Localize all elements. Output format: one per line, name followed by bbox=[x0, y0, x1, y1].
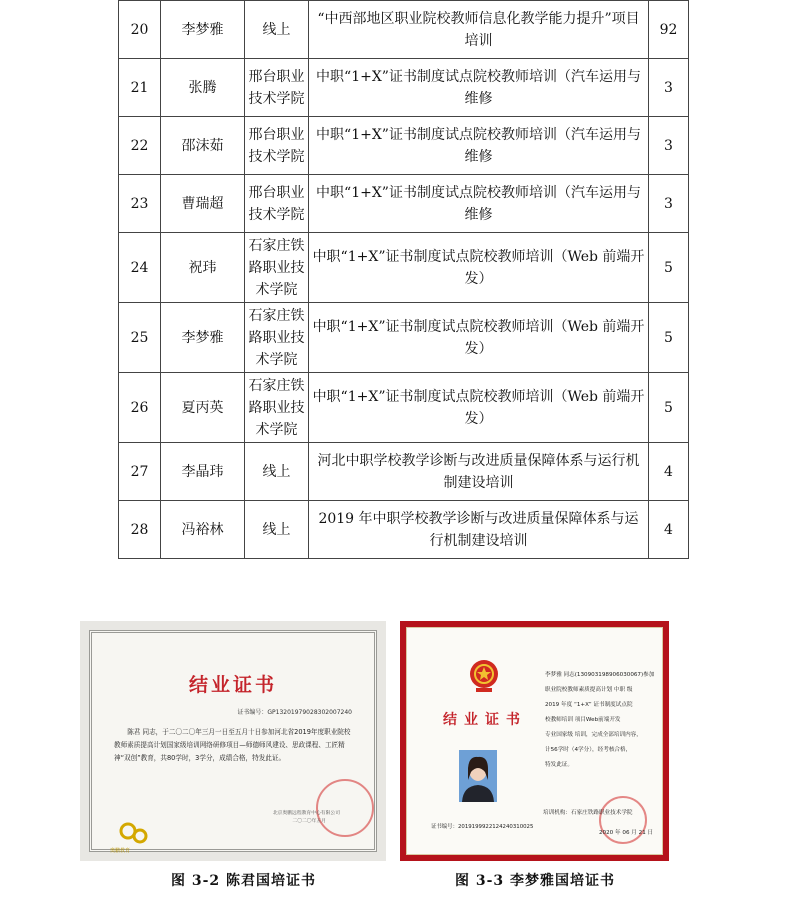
cell-number: 28 bbox=[119, 501, 161, 559]
certificate-text-line: 校教师培训 项目Web前端开发 bbox=[545, 717, 621, 723]
red-seal-icon bbox=[316, 779, 374, 837]
cell-number: 25 bbox=[119, 303, 161, 373]
cell-hours: 5 bbox=[649, 233, 689, 303]
certificate-issuer: 北京奥鹏远程教育中心有限公司 bbox=[272, 811, 340, 816]
cell-number: 27 bbox=[119, 443, 161, 501]
open-education-logo-icon bbox=[116, 819, 152, 849]
cell-hours: 4 bbox=[649, 501, 689, 559]
cell-name: 邵沫茹 bbox=[161, 117, 245, 175]
certificate-text-line: 职业院校教师素质提高计划 中职 级 bbox=[545, 687, 633, 693]
cell-number: 22 bbox=[119, 117, 161, 175]
certificate-body-text bbox=[545, 668, 665, 773]
certificate-image-chen-jun bbox=[80, 621, 386, 861]
cell-name: 李梦雅 bbox=[161, 303, 245, 373]
cell-hours: 3 bbox=[649, 117, 689, 175]
certificate-frame bbox=[89, 630, 377, 852]
cell-location: 石家庄铁路职业技术学院 bbox=[245, 373, 309, 443]
cell-name: 夏丙英 bbox=[161, 373, 245, 443]
certificate-body-text: 陈君 同志，于二〇二〇年三月一日至五月十日参加河北省2019年度职业院校教师素质提高计划国家级培训网络研修项目—师德师风建设、思政课程、工匠精神“双创”教育，共80学时，3学分，成绩合格，特发此证。 bbox=[114, 728, 351, 762]
cell-number: 23 bbox=[119, 175, 161, 233]
cell-number: 26 bbox=[119, 373, 161, 443]
cell-location: 石家庄铁路职业技术学院 bbox=[245, 233, 309, 303]
certificate-number: 证书编号：GP13201979028302007240 bbox=[237, 709, 352, 716]
cell-number: 21 bbox=[119, 59, 161, 117]
training-organization: 培训机构：石家庄铁路职业技术学院 bbox=[543, 810, 633, 816]
certificate-title: 结业证书 bbox=[188, 674, 277, 696]
cell-location: 石家庄铁路职业技术学院 bbox=[245, 303, 309, 373]
cell-course: 中职“1+X”证书制度试点院校教师培训（Web 前端开发） bbox=[309, 373, 649, 443]
cell-course: 中职“1+X”证书制度试点院校教师培训（Web 前端开发） bbox=[309, 233, 649, 303]
certificate-title: 结业证书 bbox=[443, 712, 527, 728]
cell-hours: 4 bbox=[649, 443, 689, 501]
cell-name: 冯裕林 bbox=[161, 501, 245, 559]
table-row bbox=[119, 1, 689, 59]
table-row bbox=[119, 233, 689, 303]
portrait-photo bbox=[459, 750, 497, 802]
table-row bbox=[119, 59, 689, 117]
certificate-date: 2020 年 06 月 21 日 bbox=[599, 830, 654, 836]
cell-name: 曹瑞超 bbox=[161, 175, 245, 233]
person-icon bbox=[459, 750, 497, 802]
cell-hours: 5 bbox=[649, 303, 689, 373]
cell-course: 2019 年中职学校教学诊断与改进质量保障体系与运行机制建设培训 bbox=[309, 501, 649, 559]
cell-location: 邢台职业技术学院 bbox=[245, 59, 309, 117]
cell-location: 线上 bbox=[245, 1, 309, 59]
certificate-image-li-mengya bbox=[400, 621, 669, 861]
table-row bbox=[119, 373, 689, 443]
table-row bbox=[119, 501, 689, 559]
training-records-table bbox=[118, 0, 689, 559]
cell-course: 中职“1+X”证书制度试点院校教师培训（汽车运用与维修 bbox=[309, 117, 649, 175]
certificate-text-line: 计56学时（4学分），经考核合格， bbox=[545, 747, 632, 753]
cell-hours: 5 bbox=[649, 373, 689, 443]
cell-name: 张腾 bbox=[161, 59, 245, 117]
table-row bbox=[119, 303, 689, 373]
cell-hours: 92 bbox=[649, 1, 689, 59]
cell-number: 24 bbox=[119, 233, 161, 303]
red-seal-icon bbox=[599, 796, 647, 844]
cell-hours: 3 bbox=[649, 175, 689, 233]
certificate-date: 二〇二〇年五月 bbox=[292, 819, 326, 824]
certificate-text-line: 特发此证。 bbox=[545, 762, 573, 768]
figure-caption-3-2: 图 3-2 陈君国培证书 bbox=[171, 873, 317, 889]
cell-course: 中职“1+X”证书制度试点院校教师培训（Web 前端开发） bbox=[309, 303, 649, 373]
cell-course: 中职“1+X”证书制度试点院校教师培训（汽车运用与维修 bbox=[309, 175, 649, 233]
table-row bbox=[119, 443, 689, 501]
certificate-number: 证书编号：20191999221242403100​25 bbox=[431, 824, 534, 830]
cell-hours: 3 bbox=[649, 59, 689, 117]
cell-location: 线上 bbox=[245, 501, 309, 559]
cell-number: 20 bbox=[119, 1, 161, 59]
logo-text: 奥鹏教育 bbox=[110, 848, 131, 854]
figure-caption-3-3: 图 3-3 李梦雅国培证书 bbox=[455, 873, 616, 889]
cell-course: 中职“1+X”证书制度试点院校教师培训（汽车运用与维修 bbox=[309, 59, 649, 117]
table-row bbox=[119, 117, 689, 175]
cell-name: 祝玮 bbox=[161, 233, 245, 303]
certificate-frame bbox=[406, 627, 663, 855]
cell-course: 河北中职学校教学诊断与改进质量保障体系与运行机制建设培训 bbox=[309, 443, 649, 501]
cell-name: 李梦雅 bbox=[161, 1, 245, 59]
table-row bbox=[119, 175, 689, 233]
certificate-text-line: 李梦雅 同志(130903198906030067)参加 bbox=[545, 672, 655, 678]
cell-name: 李晶玮 bbox=[161, 443, 245, 501]
national-emblem-icon bbox=[467, 658, 501, 694]
cell-location: 邢台职业技术学院 bbox=[245, 175, 309, 233]
certificate-text-line: 专业国家级 培训，完成全部培训内容， bbox=[545, 732, 642, 738]
cell-course: “中西部地区职业院校教师信息化教学能力提升”项目培训 bbox=[309, 1, 649, 59]
cell-location: 线上 bbox=[245, 443, 309, 501]
cell-location: 邢台职业技术学院 bbox=[245, 117, 309, 175]
certificate-text-line: 2019 年度 “1+X” 证书制度试点院 bbox=[545, 702, 633, 708]
